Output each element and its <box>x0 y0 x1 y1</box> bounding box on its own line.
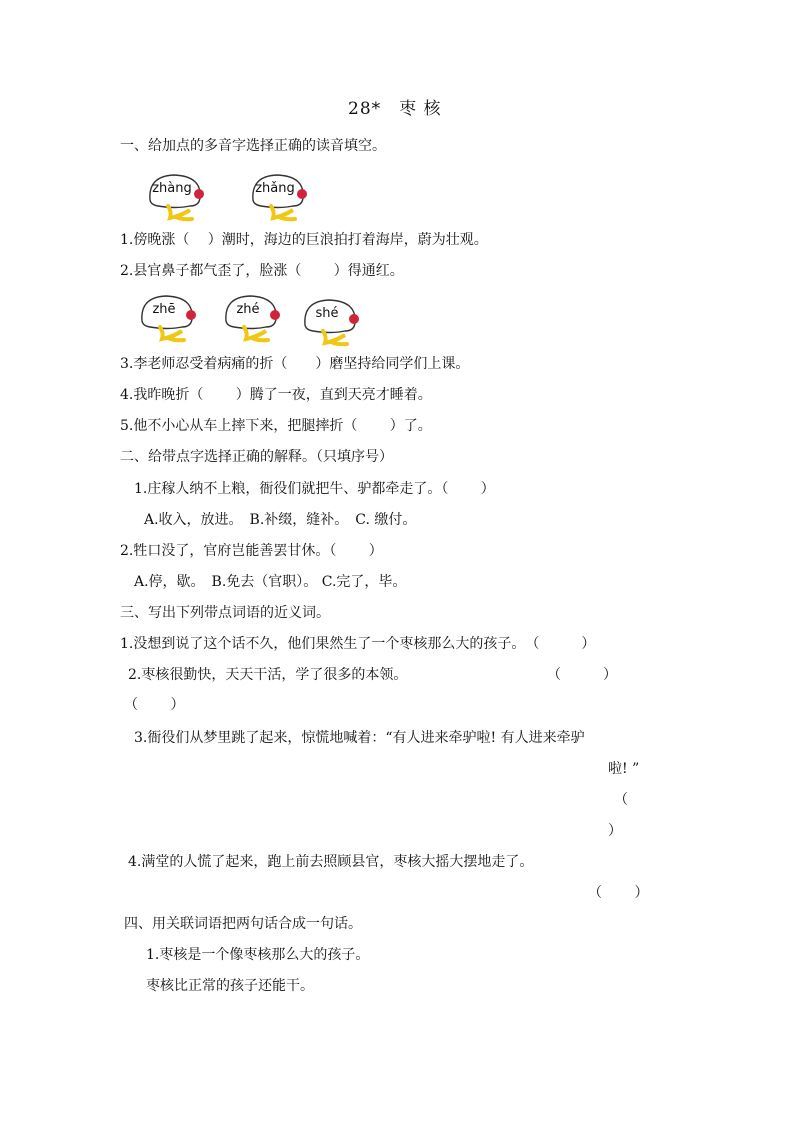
pinyin-bubble <box>146 172 208 226</box>
question-3-3-paren-open: （ <box>614 792 628 808</box>
question-2-2: 2.牲口没了，官府岂能善罢甘休。（ ） <box>120 543 383 559</box>
section-4-heading: 四、用关联词语把两句话合成一句话。 <box>124 916 362 932</box>
pinyin-bubble <box>301 297 363 351</box>
page-title: 28* 枣 核 <box>348 99 442 119</box>
pinyin-bubble <box>249 172 311 226</box>
pinyin-label: zhǎng <box>255 181 295 196</box>
question-4-1a: 1.枣核是一个像枣核那么大的孩子。 <box>146 947 370 963</box>
question-3-3-continued: 啦! ” <box>608 761 640 777</box>
question-4-1b: 枣核比正常的孩子还能干。 <box>146 978 314 994</box>
question-2-2-options: A.停，歇。 B.免去（官职）。 C.完了，毕。 <box>134 574 407 590</box>
question-3-2: 2.枣核很勤快，天天干活，学了很多的本领。 <box>128 667 408 683</box>
pinyin-label: zhē <box>152 302 176 317</box>
pinyin-bubble <box>222 293 284 347</box>
pinyin-label: zhé <box>236 302 260 317</box>
question-1-1: 1.傍晚涨（ ）潮时，海边的巨浪拍打着海岸，蔚为壮观。 <box>120 232 488 248</box>
section-2-heading: 二、给带点字选择正确的解释。（只填序号） <box>120 449 393 465</box>
question-3-4: 4.满堂的人慌了起来，跑上前去照顾县官，枣核大摇大摆地走了。 <box>128 854 534 870</box>
question-1-2: 2.县官鼻子都气歪了，脸涨（ ）得通红。 <box>120 263 404 279</box>
question-3-3: 3.衙役们从梦里跳了起来，惊慌地喊着：“有人进来牵驴啦! 有人进来牵驴 <box>134 730 585 746</box>
question-2-1: 1.庄稼人纳不上粮，衙役们就把牛、驴都牵走了。（ ） <box>134 481 495 497</box>
pinyin-label: zhàng <box>152 181 192 196</box>
question-3-3-paren-close: ） <box>608 823 622 839</box>
question-1-4: 4.我昨晚折（ ）腾了一夜，直到天亮才睡着。 <box>120 387 432 403</box>
question-3-1: 1.没想到说了这个话不久，他们果然生了一个枣核那么大的孩子。 （ ） <box>120 636 596 652</box>
pinyin-bubble <box>138 293 200 347</box>
section-1-heading: 一、给加点的多音字选择正确的读音填空。 <box>120 138 386 154</box>
question-1-5: 5.他不小心从车上摔下来，把腿摔折（ ）了。 <box>120 418 432 434</box>
question-3-2-wrap-paren: （ ） <box>124 697 185 713</box>
pinyin-label: shé <box>315 306 339 321</box>
question-3-4-answer-paren: （ ） <box>588 885 649 901</box>
question-2-1-options: A.收入，放进。 B.补缀，缝补。 C. 缴付。 <box>144 512 417 528</box>
question-1-3: 3.李老师忍受着病痛的折（ ）磨坚持给同学们上课。 <box>120 356 470 372</box>
question-3-2-answer-paren: （ ） <box>547 667 617 683</box>
section-3-heading: 三、写出下列带点词语的近义词。 <box>120 605 330 621</box>
